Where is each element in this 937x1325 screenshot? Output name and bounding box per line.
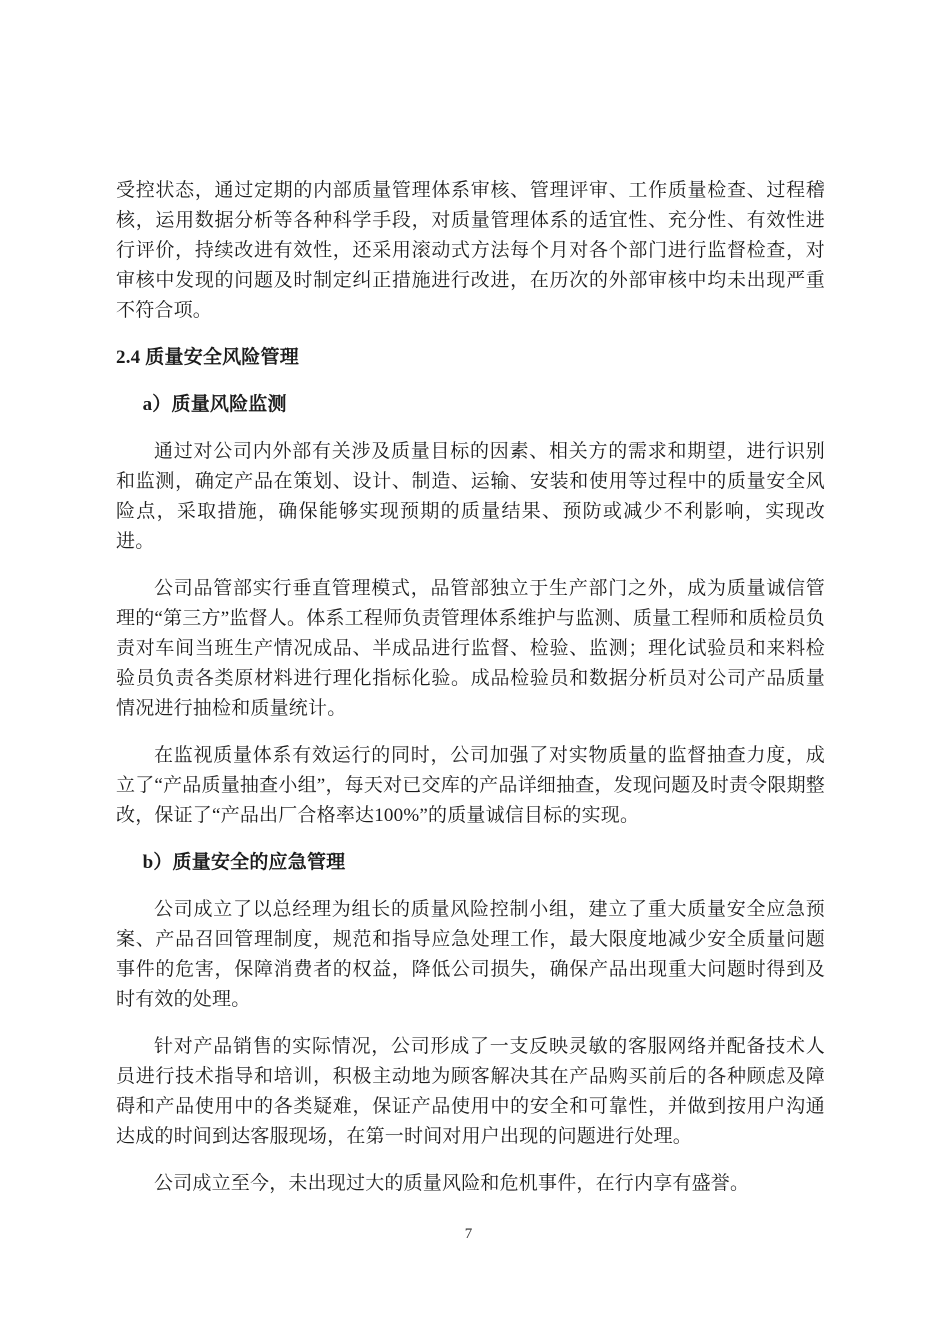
subsection-heading-b: b）质量安全的应急管理 (142, 852, 346, 873)
paragraph-risk-monitoring-2: 公司品管部实行垂直管理模式，品管部独立于生产部门之外，成为质量诚信管理的“第三方”监督人。体系工程师负责管理体系维护与监测、质量工程师和质检员负责对车间当班生产情况成品、半成品进行监督、检验、监测；理化试验员和来料检验员负责各类原材料进行理化指标化验。成品检验员和数据分析员对公司产品质量情况进行抽检和质量统计。 (116, 578, 825, 719)
paragraph-risk-monitoring-3: 在监视质量体系有效运行的同时，公司加强了对实物质量的监督抽查力度，成立了“产品质量抽查小组”，每天对已交库的产品详细抽查，发现问题及时责令限期整改，保证了“产品出厂合格率达100%”的质量诚信目标的实现。 (116, 745, 825, 826)
paragraph-emergency-management-1: 公司成立了以总经理为组长的质量风险控制小组，建立了重大质量安全应急预案、产品召回管理制度，规范和指导应急处理工作，最大限度地减少安全质量问题事件的危害，保障消费者的权益，降低公司损失，确保产品出现重大问题时得到及时有效的处理。 (116, 899, 825, 1010)
section-heading-2-4: 2.4 质量安全风险管理 (116, 347, 299, 368)
subsection-heading-a: a）质量风险监测 (142, 394, 287, 415)
paragraph-continued: 受控状态，通过定期的内部质量管理体系审核、管理评审、工作质量检查、过程稽核，运用数据分析等各种科学手段，对质量管理体系的适宜性、充分性、有效性进行评价，持续改进有效性，还采用滚动式方法每个月对各个部门进行监督检查，对审核中发现的问题及时制定纠正措施进行改进，在历次的外部审核中均未出现严重不符合项。 (116, 180, 825, 321)
paragraph-closing: 公司成立至今，未出现过大的质量风险和危机事件，在行内享有盛誉。 (154, 1173, 750, 1194)
paragraph-emergency-management-2: 针对产品销售的实际情况，公司形成了一支反映灵敏的客服网络并配备技术人员进行技术指导和培训，积极主动地为顾客解决其在产品购买前后的各种顾虑及障碍和产品使用中的各类疑难，保证产品使用中的安全和可靠性，并做到按用户沟通达成的时间到达客服现场，在第一时间对用户出现的问题进行处理。 (116, 1036, 825, 1147)
page-number: 7 (464, 1226, 473, 1242)
paragraph-risk-monitoring-1: 通过对公司内外部有关涉及质量目标的因素、相关方的需求和期望，进行识别和监测，确定产品在策划、设计、制造、运输、安装和使用等过程中的质量安全风险点，采取措施，确保能够实现预期的质量结果、预防或减少不利影响，实现改进。 (116, 441, 825, 552)
